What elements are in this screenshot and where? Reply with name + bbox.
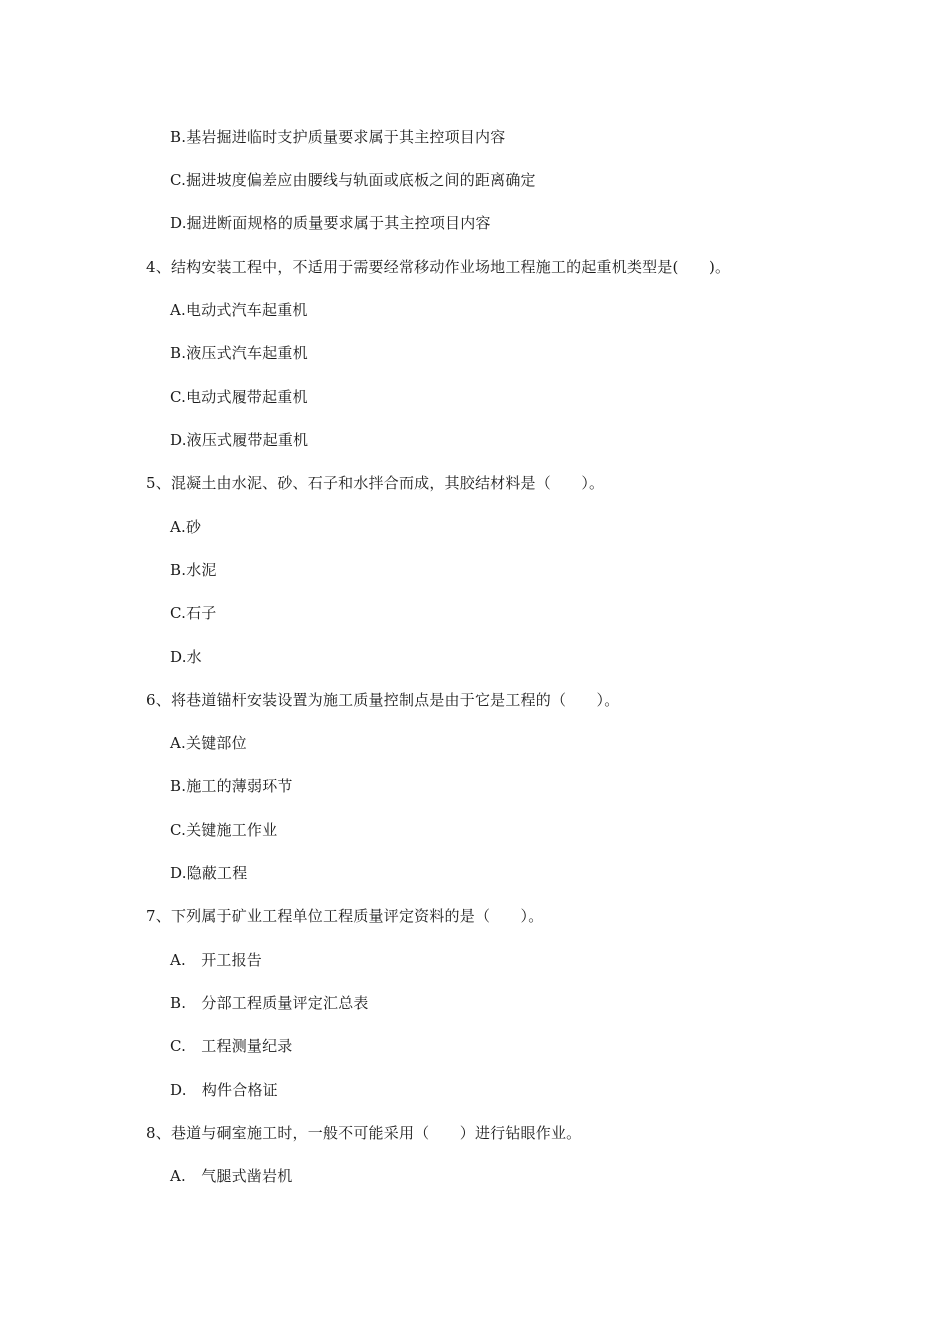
option-line: A. 开工报告 [170,951,263,969]
option-line: B.水泥 [170,561,217,579]
option-line: C.掘进坡度偏差应由腰线与轨面或底板之间的距离确定 [170,171,536,189]
option-line: D.隐蔽工程 [170,864,248,882]
question-line: 7、下列属于矿业工程单位工程质量评定资料的是（ ）。 [146,907,544,925]
option-line: C.关键施工作业 [170,821,278,839]
option-line: D. 构件合格证 [170,1081,278,1099]
option-line: A.电动式汽车起重机 [170,301,308,319]
option-line: B.液压式汽车起重机 [170,344,308,362]
option-line: D.掘进断面规格的质量要求属于其主控项目内容 [170,214,491,232]
question-line: 8、巷道与硐室施工时，一般不可能采用（ ）进行钻眼作业。 [146,1124,582,1142]
option-line: B. 分部工程质量评定汇总表 [170,994,369,1012]
option-line: B.施工的薄弱环节 [170,777,293,795]
option-line: A. 气腿式凿岩机 [170,1167,293,1185]
option-line: B.基岩掘进临时支护质量要求属于其主控项目内容 [170,128,506,146]
option-line: C.电动式履带起重机 [170,388,308,406]
question-line: 6、将巷道锚杆安装设置为施工质量控制点是由于它是工程的（ ）。 [146,691,620,709]
question-line: 5、混凝土由水泥、砂、石子和水拌合而成，其胶结材料是（ ）。 [146,474,605,492]
option-line: D.液压式履带起重机 [170,431,309,449]
option-line: C. 工程测量纪录 [170,1037,293,1055]
question-line: 4、结构安装工程中，不适用于需要经常移动作业场地工程施工的起重机类型是( )。 [146,258,731,276]
option-line: A.关键部位 [170,734,247,752]
option-line: C.石子 [170,604,217,622]
option-line: D.水 [170,648,202,666]
option-line: A.砂 [170,518,202,536]
